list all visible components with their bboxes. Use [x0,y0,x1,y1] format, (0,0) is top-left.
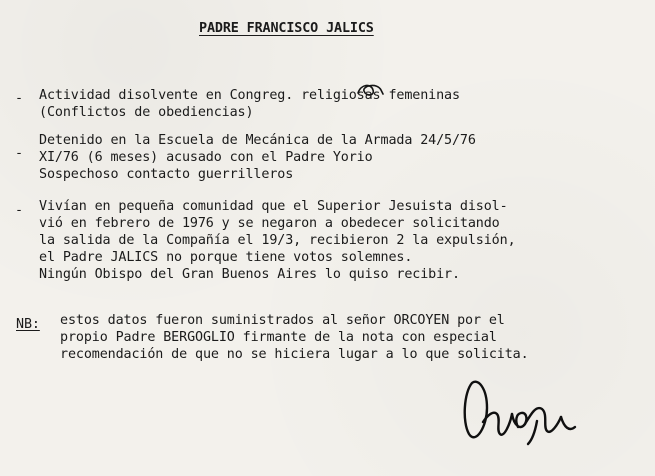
paragraph-2-line-3: Sospechoso contacto guerrilleros [39,167,294,182]
paragraph-1-bullet: - [15,91,24,106]
paragraph-3-line-3: la salida de la Compañía el 19/3, recibieron 2 la expulsión, [39,233,516,248]
note-line-3: recomendación de que no se hiciera lugar a lo que solicita. [60,347,529,362]
note-label: NB: [16,317,40,332]
paragraph-3-line-4: el Padre JALICS no porque tiene votos solemnes. [39,250,413,265]
note-line-2: propio Padre BERGOGLIO firmante de la nota con especial [60,330,497,345]
paragraph-3-line-5: Ningún Obispo del Gran Buenos Aires lo quiso recibir. [39,267,460,282]
note-line-1: estos datos fueron suministrados al señor ORCOYEN por el [60,313,505,328]
paragraph-3-line-1: Vivían en pequeña comunidad que el Superior Jesuista disol- [39,199,508,214]
paragraph-3-bullet: - [15,203,24,218]
paragraph-2-line-2: XI/76 (6 meses) acusado con el Padre Yorio [39,150,373,165]
handwritten-signature [454,374,578,448]
paragraph-1-line-2: (Conflictos de obediencias) [39,105,254,120]
paragraph-1-line-1: Actividad disolvente en Congreg. religiosas femeninas [39,88,460,103]
paragraph-3-line-2: vió en febrero de 1976 y se negaron a obedecer solicitando [39,216,500,231]
paragraph-2-line-1: Detenido en la Escuela de Mecánica de la Armada 24/5/76 [39,133,476,148]
handwritten-insert-mark [353,80,387,98]
paragraph-2-bullet: - [15,146,24,161]
document-title: PADRE FRANCISCO JALICS [199,21,374,36]
